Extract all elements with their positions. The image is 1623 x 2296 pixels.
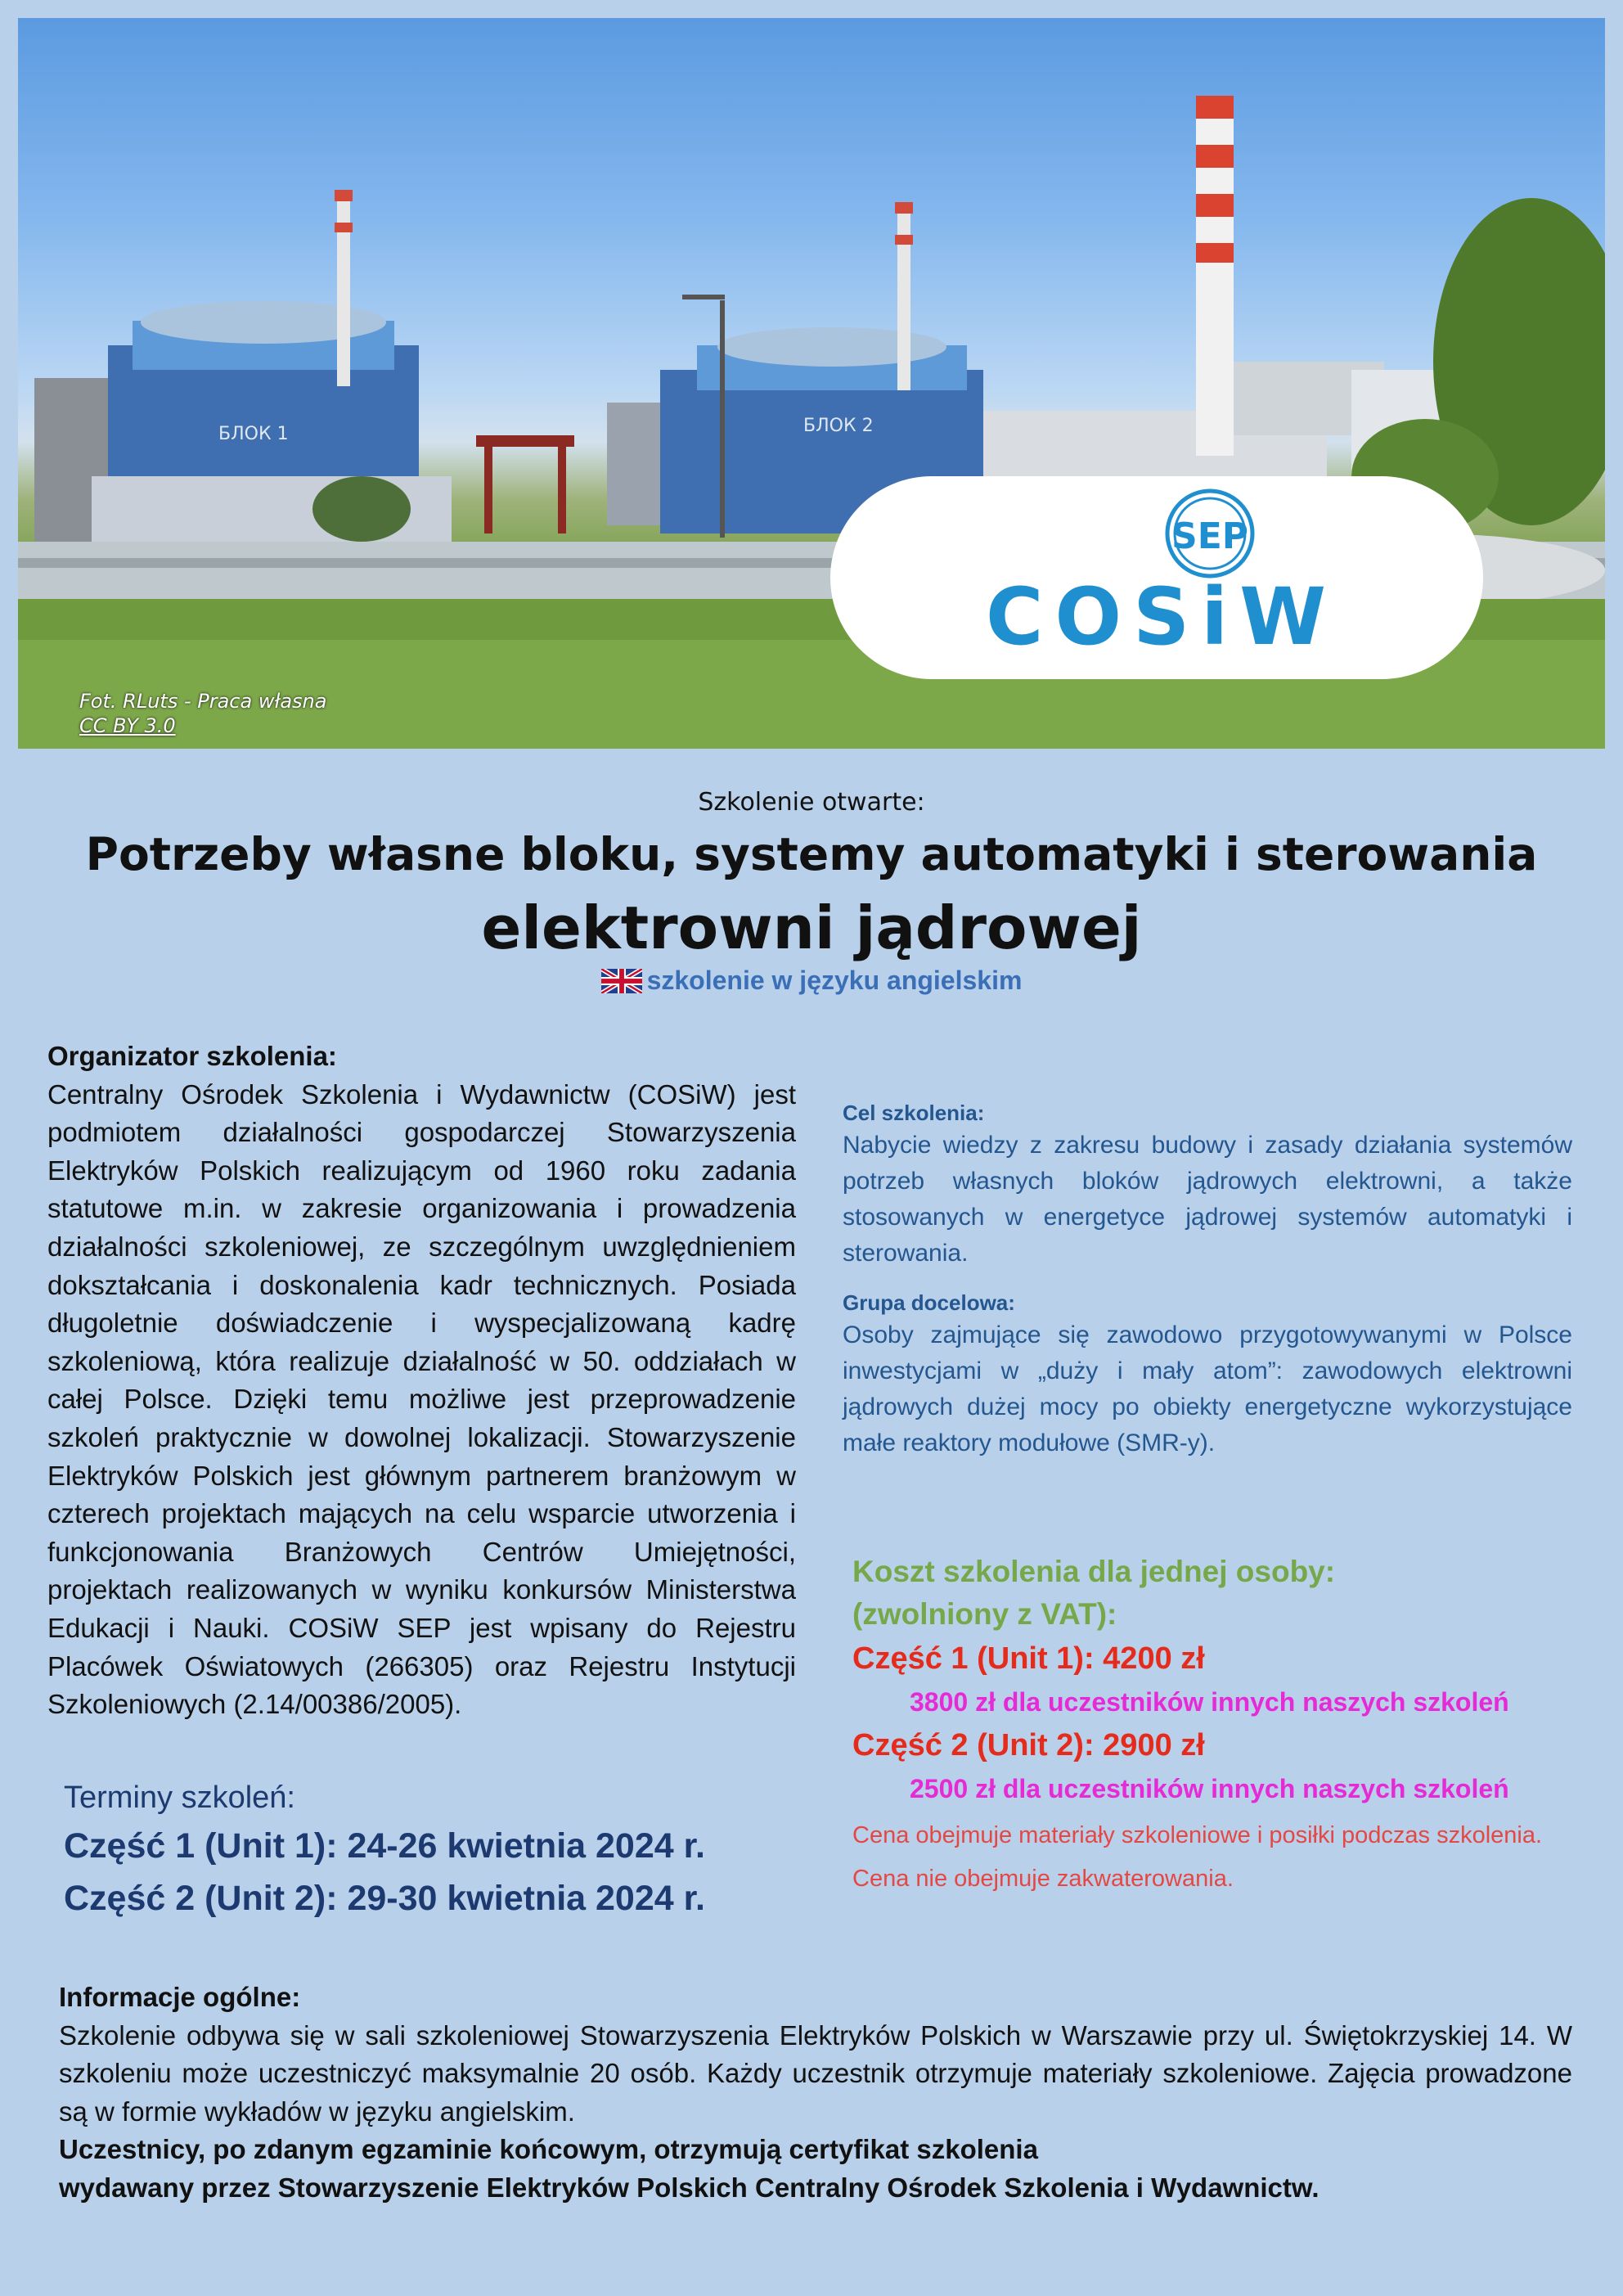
block1-sign: БЛОК 1 [218,424,289,444]
organizer-section [47,1038,796,1724]
cost-part2: Część 2 (Unit 2): 2900 zł [852,1728,1205,1763]
photo-license-link[interactable]: CC BY 3.0 [79,714,176,737]
cost-heading-line2: (zwolniony z VAT): [852,1597,1117,1631]
general-info-heading: Informacje ogólne: [59,1982,301,2012]
organizer-heading: Organizator szkolenia: [47,1041,337,1071]
page-title-line1: Potrzeby własne bloku, systemy automatyki i sterowania [85,828,1538,880]
page-title-line2: elektrowni jądrowej [481,894,1142,962]
target-text: Osoby zajmujące się zawodowo przygotowywanymi w Polsce inwestycjami w „duży i mały atom”: zawodowych elektrowni jądrowych dużej mocy po obiekty energetyczne wykorzystujące małe reaktory modułowe (SMR-y). [843,1321,1572,1456]
terms-heading: Terminy szkoleń: [64,1781,295,1815]
uk-flag-icon [601,969,642,993]
cost-note-included: Cena obejmuje materiały szkoleniowe i posiłki podczas szkolenia. [852,1822,1543,1848]
cosiw-logo [830,476,1483,679]
cost-heading-line1: Koszt szkolenia dla jednej osoby: [852,1555,1336,1588]
photo-caption-author: Fot. RLuts - Praca własna [79,690,327,713]
cosiw-logo-text: COSiW [986,571,1338,663]
general-info-section [59,1979,1572,2208]
cost-part1-discount: 3800 zł dla uczestników innych naszych szkoleń [910,1687,1509,1717]
target-heading: Grupa docelowa: [843,1290,1015,1315]
general-info-text: Szkolenie odbywa się w sali szkoleniowej Stowarzyszenia Elektryków Polskich w Warszawie przy ul. Świętokrzyskiej 14. W szkoleniu może uczestniczyć maksymalnie 20 osób. Każdy uczestnik otrzymuje materiały szkoleniowe. Zajęcia prowadzone są w formie wykładów w języku angielskim. [59,2019,1572,2127]
language-note-text: szkolenie w języku angielskim [646,966,1023,995]
goal-target-section [843,1098,1572,1478]
terms-part2: Część 2 (Unit 2): 29-30 kwietnia 2024 r. [64,1879,705,1918]
block2-sign: БЛОК 2 [803,416,874,436]
cost-part2-discount: 2500 zł dla uczestników innych naszych szkoleń [910,1774,1509,1803]
language-note [0,966,1623,996]
cost-note-excluded: Cena nie obejmuje zakwaterowania. [852,1866,1234,1892]
goal-text: Nabycie wiedzy z zakresu budowy i zasady działania systemów potrzeb własnych bloków jądrowych elektrowni, a także stosowanych w energetyce jądrowej systemów automatyki i sterowania. [843,1132,1572,1267]
organizer-text: Centralny Ośrodek Szkolenia i Wydawnictw (COSiW) jest podmiotem działalności gospodarczej Stowarzyszenia Elektryków Polskich realizującym od 1960 roku zadania statutowe m.in. w zakresie organizowania i prowadzenia działalności szkoleniowej, ze szczególnym uwzględnieniem dokształcania i doskonalenia kadr technicznych. Posiada długoletnie doświadczenie i wyspecjalizowaną kadrę szkoleniową, która realizuje działalność w 50. oddziałach w całej Polsce. Dzięki temu możliwe jest przeprowadzenie szkoleń praktycznie w dowolnej lokalizacji. Stowarzyszenie Elektryków Polskich jest głównym partnerem branżowym w czterech projektach mających na celu wsparcie utworzenia i funkcjonowania Branżowych Centrów Umiejętności, projektach realizowanych w wyniku konkursów Ministerstwa Edukacji i Nauki. COSiW SEP jest wpisany do Rejestru Placówek Oświatowych (266305) oraz Rejestru Instytucji Szkoleniowych (2.14/00386/2005). [47,1078,796,1720]
terms-section [64,1776,705,1925]
certificate-line2: wydawany przez Stowarzyszenie Elektryków Polskich Centralny Ośrodek Szkolenia i Wydawnictw. [59,2172,1320,2203]
cost-section [852,1551,1589,1896]
goal-heading: Cel szkolenia: [843,1101,985,1125]
terms-part1: Część 1 (Unit 1): 24-26 kwietnia 2024 r. [64,1826,705,1866]
certificate-line1: Uczestnicy, po zdanym egzaminie końcowym, otrzymują certyfikat szkolenia [59,2134,1038,2165]
photo-caption [79,689,326,738]
cost-part1: Część 1 (Unit 1): 4200 zł [852,1641,1205,1676]
sep-emblem-text: SEP [1171,515,1248,557]
page-subtitle: Szkolenie otwarte: [698,788,925,817]
